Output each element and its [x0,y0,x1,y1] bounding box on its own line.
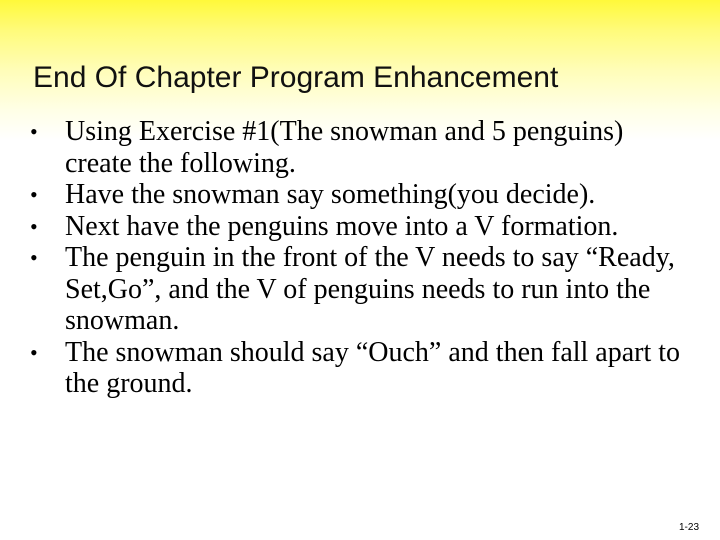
bullet-item [30,116,690,179]
bullet-dot-icon: • [30,245,38,270]
bullet-item [30,179,690,211]
bullet-dot-icon: • [30,119,38,144]
bullet-dot-icon: • [30,182,38,207]
slide-title: End Of Chapter Program Enhancement [33,61,559,94]
bullet-list [30,116,690,400]
bullet-dot-icon: • [30,213,38,239]
bullet-text: Using Exercise #1(The snowman and 5 penguins) create the following. [65,116,624,179]
bullet-item [30,242,690,337]
bullet-text: The snowman should say “Ouch” and then fall apart to the ground. [65,336,681,399]
page-number: 1-23 [679,522,700,533]
bullet-item [30,211,690,243]
bullet-text: The penguin in the front of the V needs to say “Ready, Set,Go”, and the V of penguins needs to run into the snowman. [65,242,675,336]
bullet-item [30,337,690,400]
bullet-text: Have the snowman say something(you decide). [65,179,596,210]
bullet-text: Next have the penguins move into a V formation. [65,210,619,242]
bullet-dot-icon: • [30,339,38,365]
